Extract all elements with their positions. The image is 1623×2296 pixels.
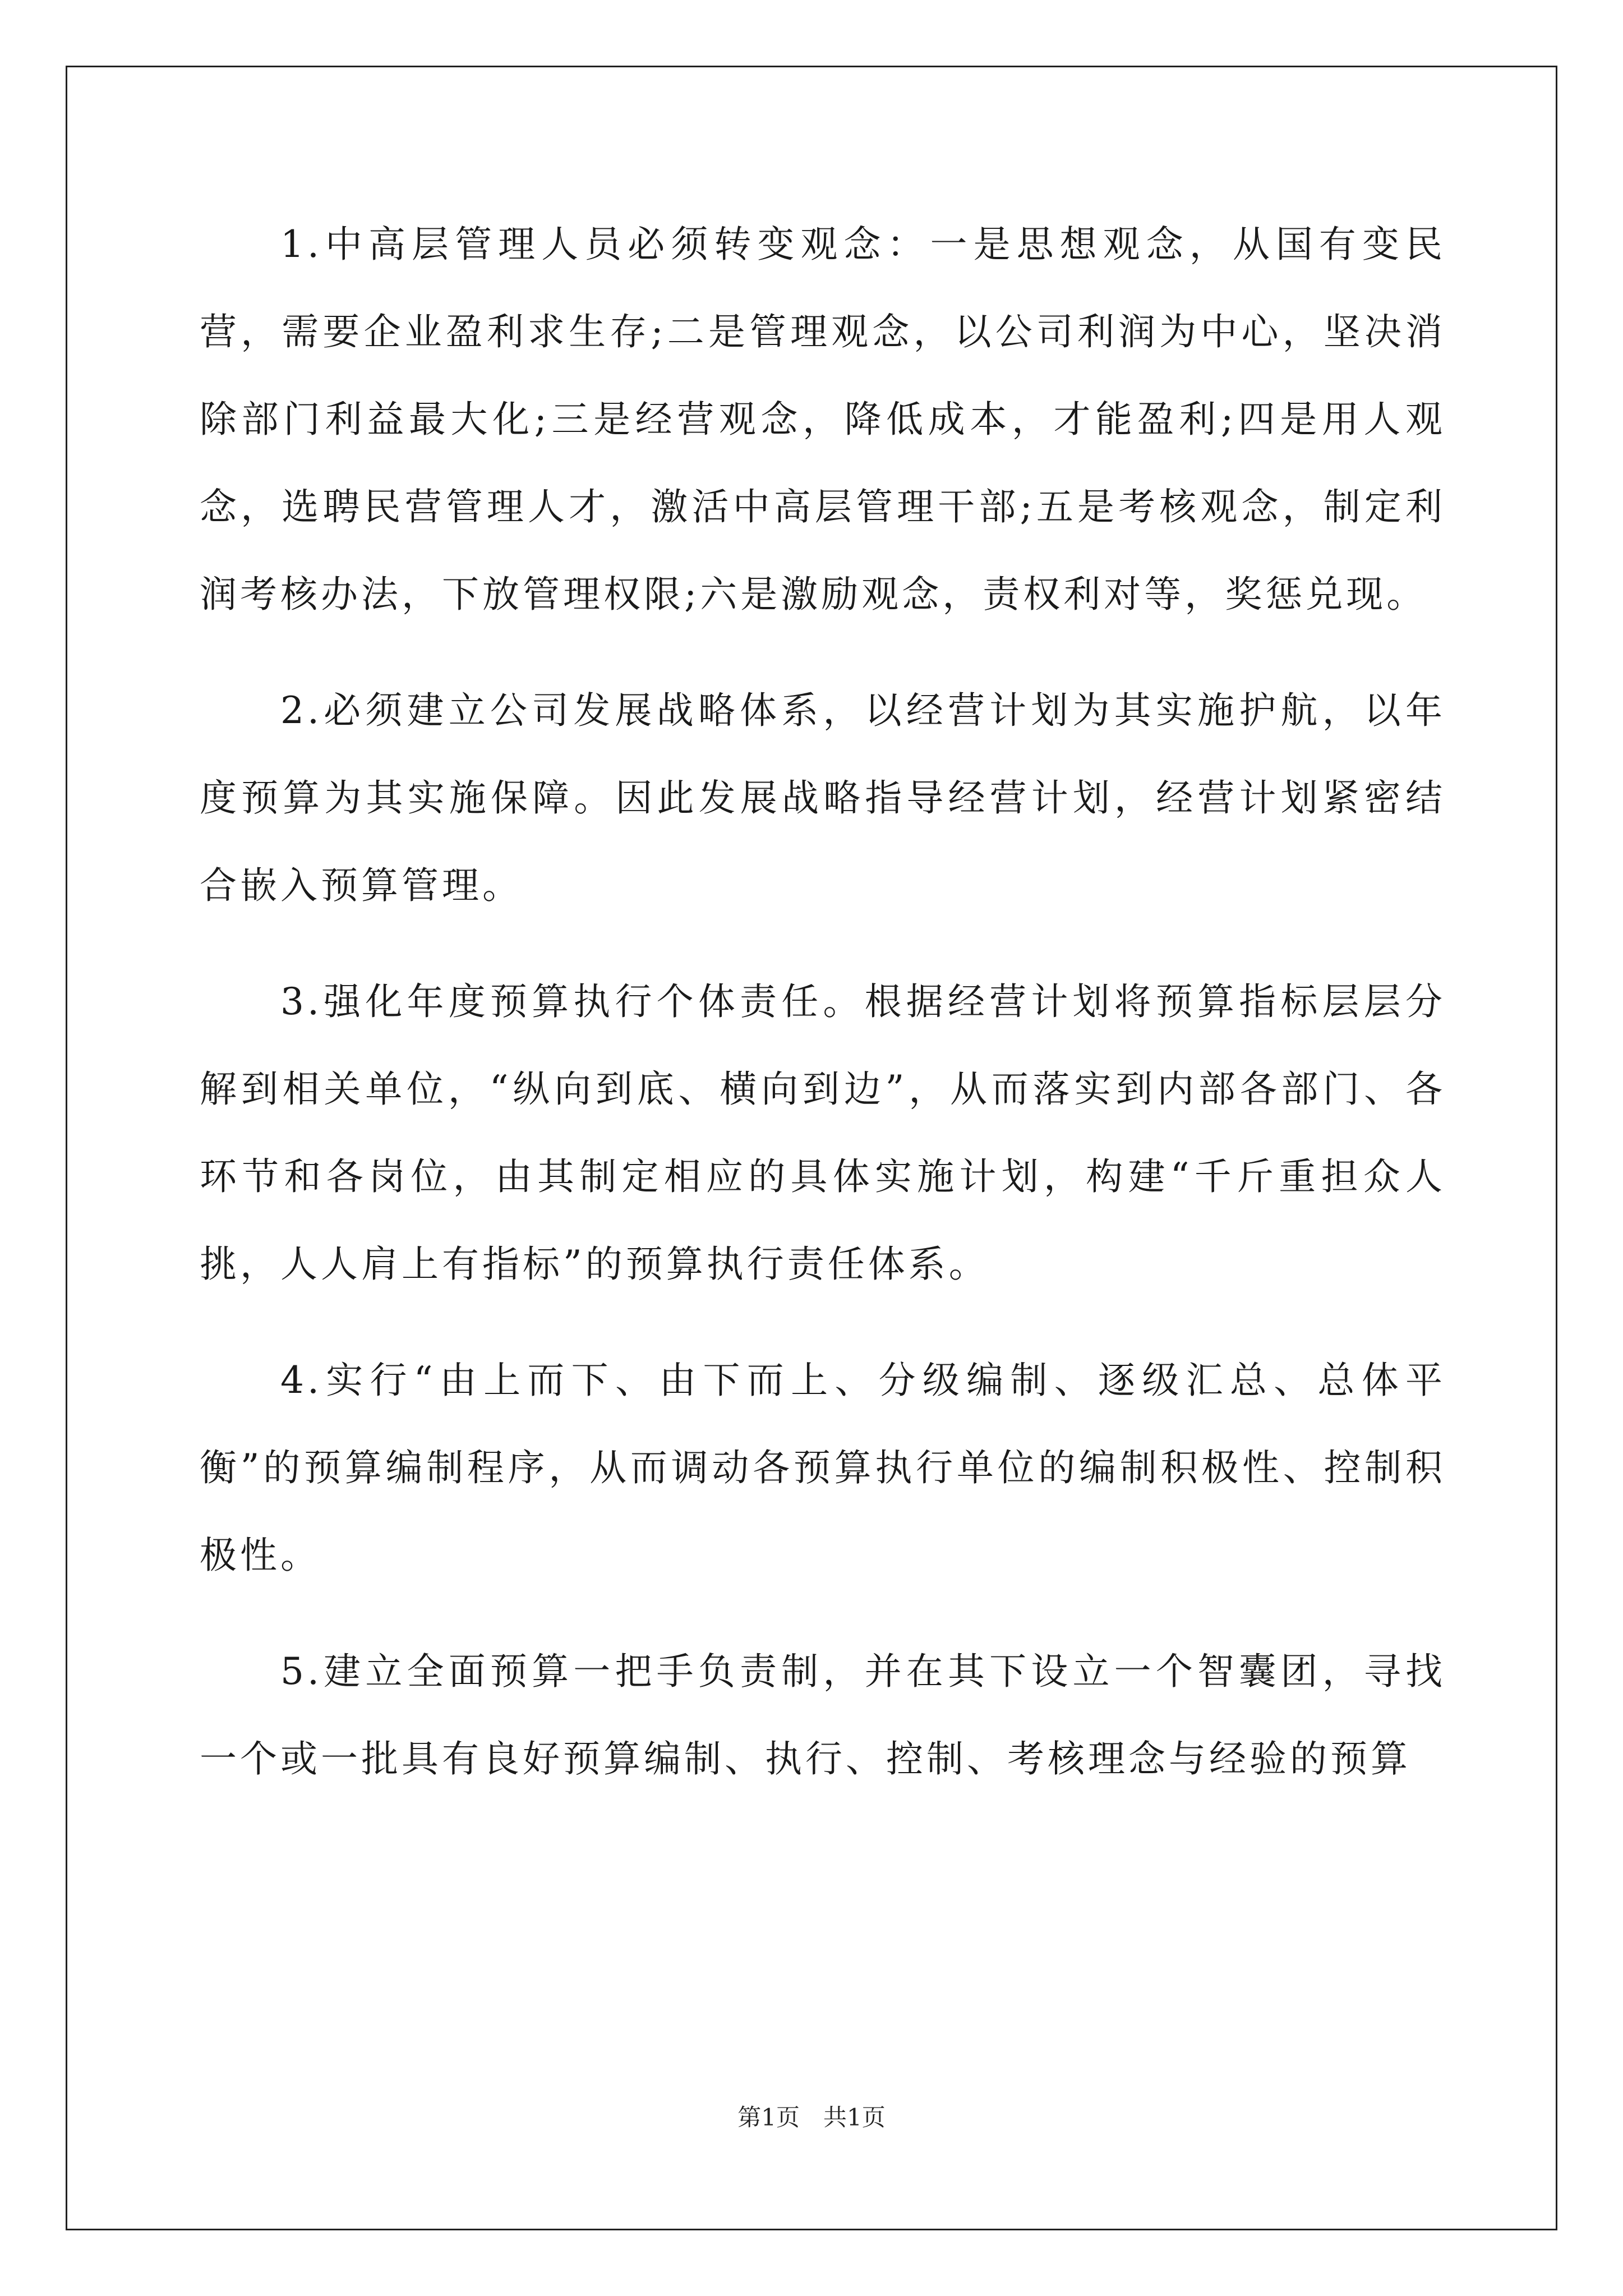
page-footer: 第1页 共1页 (737, 2104, 886, 2131)
paragraph-4: 4.实行“由上而下、由下而上、分级编制、逐级汇总、总体平衡”的预算编制程序，从而调动各预算执行单位的编制积极性、控制积极性。 (200, 1359, 1446, 1577)
document-body (200, 201, 1446, 1832)
paragraph-1: 1.中高层管理人员必须转变观念：一是思想观念，从国有变民营，需要企业盈利求生存;二是管理观念，以公司利润为中心，坚决消除部门利益最大化;三是经营观念，降低成本，才能盈利;四是用人观念，选聘民营管理人才，激活中高层管理干部;五是考核观念，制定利润考核办法，下放管理权限;六是激励观念，责权利对等，奖惩兑现。 (200, 223, 1446, 616)
paragraph-2: 2.必须建立公司发展战略体系，以经营计划为其实施护航，以年度预算为其实施保障。因此发展战略指导经营计划，经营计划紧密结合嵌入预算管理。 (200, 689, 1446, 907)
paragraph-3: 3.强化年度预算执行个体责任。根据经营计划将预算指标层层分解到相关单位，“纵向到底、横向到边”，从而落实到内部各部门、各环节和各岗位，由其制定相应的具体实施计划，构建“千斤重担众人挑，人人肩上有指标”的预算执行责任体系。 (200, 980, 1446, 1286)
paragraph-5: 5.建立全面预算一把手负责制，并在其下设立一个智囊团，寻找一个或一批具有良好预算编制、执行、控制、考核理念与经验的预算 (200, 1650, 1446, 1780)
